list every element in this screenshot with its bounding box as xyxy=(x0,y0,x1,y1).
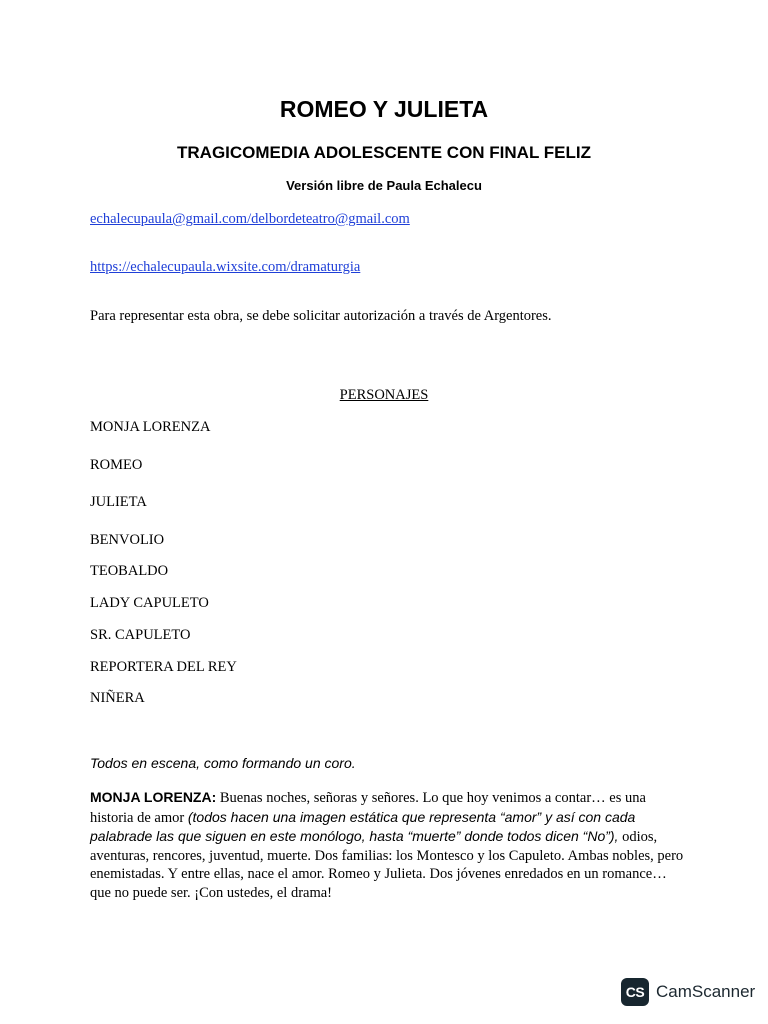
character-item: NIÑERA xyxy=(90,690,145,706)
character-item: REPORTERA DEL REY xyxy=(90,659,237,675)
character-item: BENVOLIO xyxy=(90,532,165,548)
camscanner-watermark xyxy=(621,978,755,1006)
dialogue-text: odios, aventuras, rencores, juventud, muerte. Dos familias: los Montesco y los Capuleto. Ambas nobles, pero enemistadas. Y entre ellas, nace el amor. Romeo y Julieta. Dos jóvenes enredados en un romance… que no puede ser. ¡Con ustedes, el drama! xyxy=(90,829,684,901)
character-item: JULIETA xyxy=(90,494,147,510)
page-subtitle: TRAGICOMEDIA ADOLESCENTE CON FINAL FELIZ xyxy=(177,143,591,162)
character-item: TEOBALDO xyxy=(90,563,169,579)
character-item: SR. CAPULETO xyxy=(90,627,191,643)
dialogue-text: Buenas noches, señoras y señores. Lo que hoy venimos a contar… es una historia de amor xyxy=(90,790,646,826)
page-title: ROMEO Y JULIETA xyxy=(279,96,489,122)
website-link[interactable]: https://echalecupaula.wixsite.com/dramaturgia xyxy=(90,259,361,275)
dialogue-paragraph xyxy=(90,788,690,903)
character-item: MONJA LORENZA xyxy=(90,419,211,435)
character-item: ROMEO xyxy=(90,457,143,473)
camscanner-logo-icon: CS xyxy=(621,978,649,1006)
character-item: LADY CAPULETO xyxy=(90,595,209,611)
dialogue-aside: (todos hacen una imagen estática que representa “amor” y así con cada palabrade las que siguen en este monólogo, hasta “muerte” donde todos dicen “No”), xyxy=(90,808,636,845)
authorization-notice: Para representar esta obra, se debe solicitar autorización a través de Argentores. xyxy=(90,308,552,324)
camscanner-label: CamScanner xyxy=(656,982,756,1001)
version-credit: Versión libre de Paula Echalecu xyxy=(286,178,482,193)
email-link[interactable]: echalecupaula@gmail.com/delbordeteatro@gmail.com xyxy=(90,211,410,227)
personajes-heading: PERSONAJES xyxy=(339,387,429,403)
speaker-name: MONJA LORENZA: xyxy=(90,789,217,805)
stage-direction: Todos en escena, como formando un coro. xyxy=(90,755,356,771)
